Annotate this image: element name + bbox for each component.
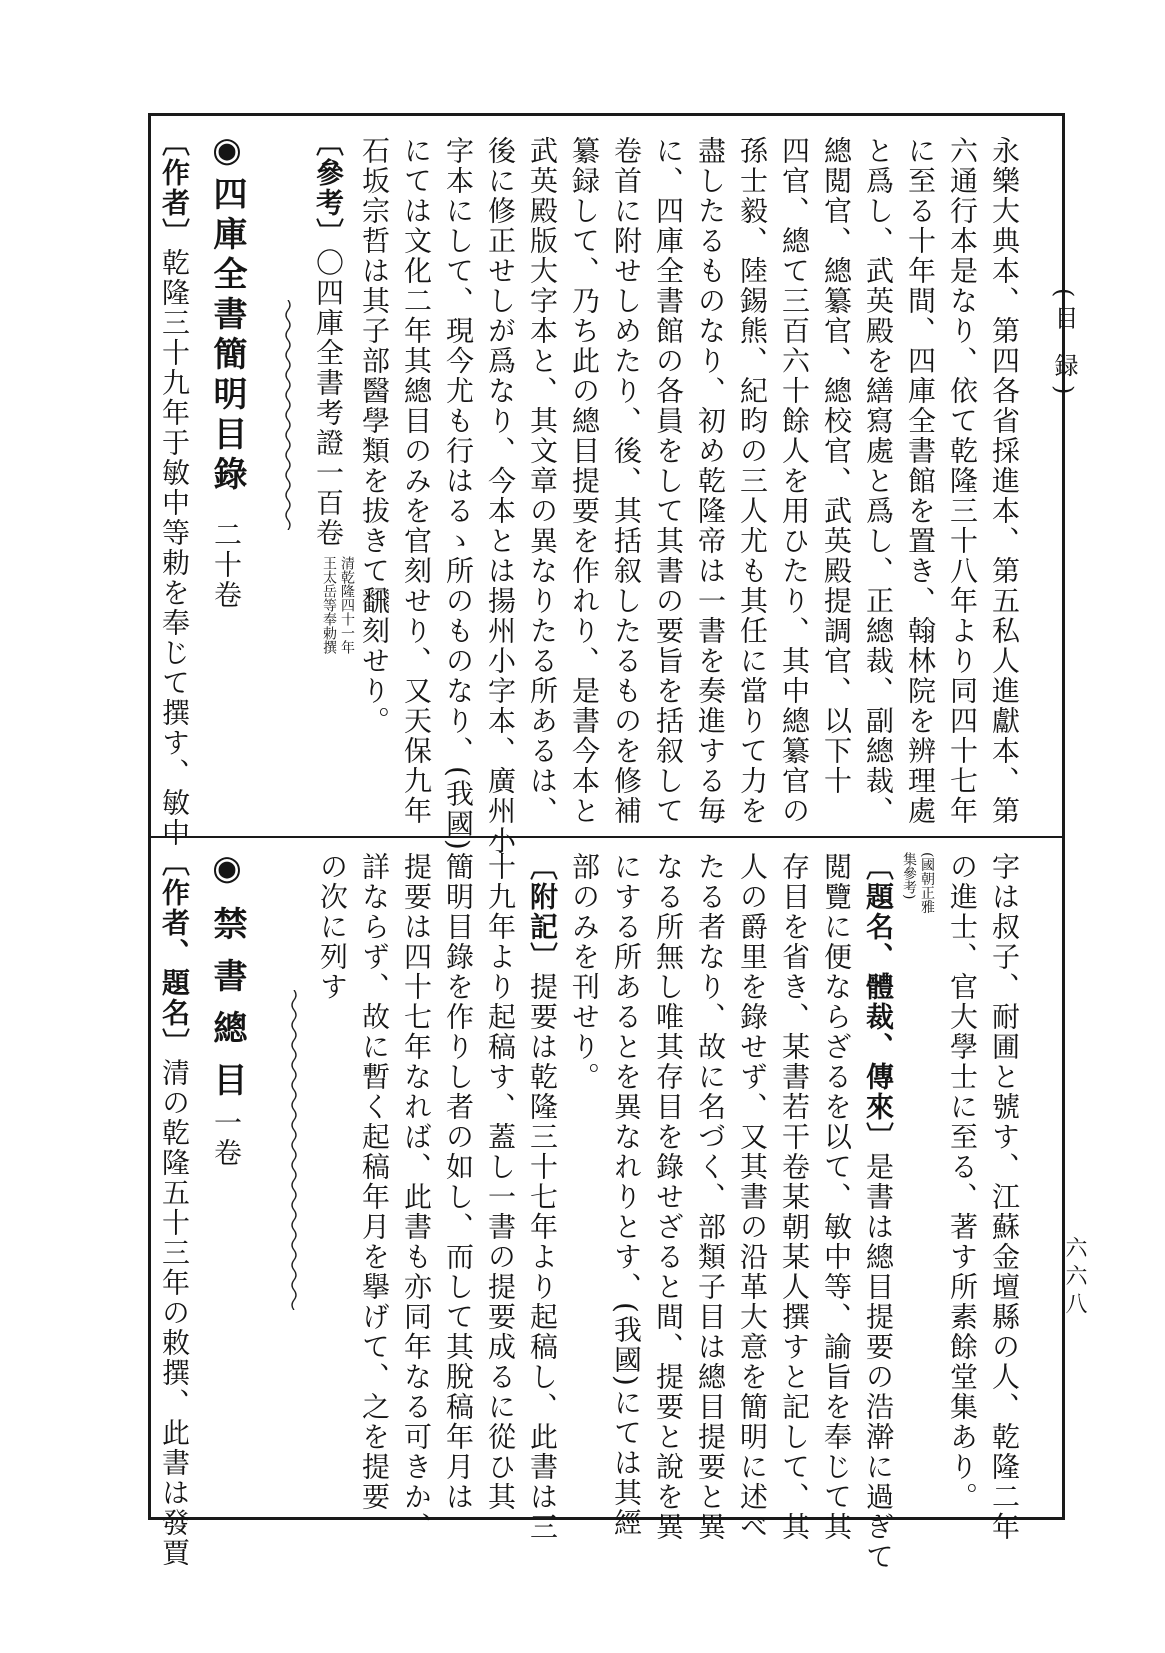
text-line: に、四庫全書館の各員をして其書の要旨を括叙して [652, 136, 685, 826]
author-text: 乾隆三十九年于敏中等勅を奉じて撰す、敏中 [158, 248, 191, 848]
author-label: 〔作者、題名〕 [158, 848, 191, 1058]
text-line: 人の爵里を錄せず、又其書の沿革大意を簡明に述べ [736, 852, 769, 1542]
text-line: 簡明目錄を作りし者の如し、而して其脫稿年月は [442, 852, 475, 1512]
section-divider [148, 836, 1065, 838]
entry-title: 禁書總目 [207, 906, 247, 1114]
text-line: たる者なり、故に名づく、部類子目は總目提要と異 [694, 852, 727, 1542]
running-header: (目 録) [1050, 288, 1078, 403]
appendix-label: 〔附記〕 [526, 852, 559, 972]
text-line: 字本にして、現今尤も行はるゝ所のものなり、(我國) [442, 136, 475, 852]
page-number: 六六八 [1062, 1236, 1087, 1320]
text-line: 詳ならず、故に暫く起稿年月を擧げて、之を提要 [358, 852, 391, 1512]
entry-volumes: 二十卷 [210, 520, 243, 610]
text-line: の進士、官大學士に至る、著す所素餘堂集あり。 [946, 852, 979, 1512]
text-line: 閲覽に便ならざるを以て、敏中等、諭旨を奉じて其 [820, 852, 853, 1542]
wavy-rule [289, 990, 299, 1310]
entry-heading [207, 130, 247, 496]
entry-heading [207, 848, 247, 1114]
text-line: 六通行本是なり、依て乾隆三十八年より同四十七年 [946, 136, 979, 826]
text-line: に至る十年間、四庫全書館を置き、翰林院を辨理處 [904, 136, 937, 826]
appendix-line [526, 852, 559, 1542]
text-line: 永樂大典本、第四各省採進本、第五私人進獻本、第 [988, 136, 1021, 826]
text-line: なる所無し唯其存目を錄せざると間、提要と說を異 [652, 852, 685, 1542]
bullet-icon: ◉ [207, 848, 247, 906]
text-line: 纂録して、乃ち此の總目提要を作れり、是書今本と [568, 136, 601, 826]
entry-volumes: 一卷 [210, 1108, 243, 1168]
text-line: 孫士毅、陸錫熊、紀昀の三人尤も其任に當りて力を [736, 136, 769, 826]
reference-line [312, 128, 345, 548]
author-line [158, 128, 191, 848]
source-note: 集參考) [901, 852, 917, 900]
author-text: 清の乾隆五十三年の敕撰、此書は發賈 [158, 1058, 191, 1568]
text-line: 四官、總て三百六十餘人を用ひたり、其中總纂官の [778, 136, 811, 826]
text-line: 卷首に附せしめたり、後、其括叙したるものを修補 [610, 136, 643, 826]
source-note: (國朝正雅 [919, 852, 935, 914]
text-line: の次に列す [316, 852, 349, 1002]
text-line: 後に修正せしが爲なり、今本とは揚州小字本、廣州小 [484, 136, 517, 856]
text-line: 石坂宗哲は其子部醫學類を拔きて飜刻せり。 [358, 136, 391, 736]
text-line: 武英殿版大字本と、其文章の異なりたる所あるは、 [526, 136, 559, 826]
text-line: 十九年より起稿す、蓋し一書の提要成るに從ひ其 [484, 852, 517, 1512]
reference-note: 清乾隆四十一年 [339, 556, 355, 654]
text-line: 總閲官、總纂官、總校官、武英殿提調官、以下十 [820, 136, 853, 796]
author-label: 〔作者〕 [158, 128, 191, 248]
author-line [158, 848, 191, 1568]
text-line [862, 852, 895, 1572]
text-line: 字は叔子、耐圃と號す、江蘇金壇縣の人、乾隆二年 [988, 852, 1021, 1542]
text-line: 部のみを刊せり。 [568, 852, 601, 1092]
text-line: 存目を省き、某書若干卷某朝某人撰すと記して、其 [778, 852, 811, 1542]
text-line: にては文化二年其總目のみを官刻せり、又天保九年 [400, 136, 433, 826]
text-line: にする所あるとを異なれりとす、(我國)にては其經 [610, 852, 643, 1538]
appendix-text: 提要は乾隆三十七年より起稿し、此書は三 [526, 972, 559, 1542]
reference-label: 〔參考〕 [312, 128, 345, 248]
title-label: 〔題名、體裁、傳來〕 [862, 852, 895, 1152]
wavy-rule [283, 300, 293, 530]
reference-note: 王太岳等奉勅撰 [321, 556, 337, 654]
text-line: 提要は四十七年なれば、此書も亦同年なる可きか、 [400, 852, 433, 1542]
entry-title: 四庫全書簡明目錄 [207, 176, 247, 496]
reference-text: 〇四庫全書考證一百卷 [312, 248, 345, 548]
text-line-start: 是書は總目提要の浩澣に過ぎて [862, 1152, 895, 1572]
text-line: 盡したるものなり、初め乾隆帝は一書を奏進する毎 [694, 136, 727, 826]
text-line: と爲し、武英殿を繕寫處と爲し、正總裁、副總裁、 [862, 136, 895, 826]
bullet-icon: ◉ [207, 130, 247, 176]
